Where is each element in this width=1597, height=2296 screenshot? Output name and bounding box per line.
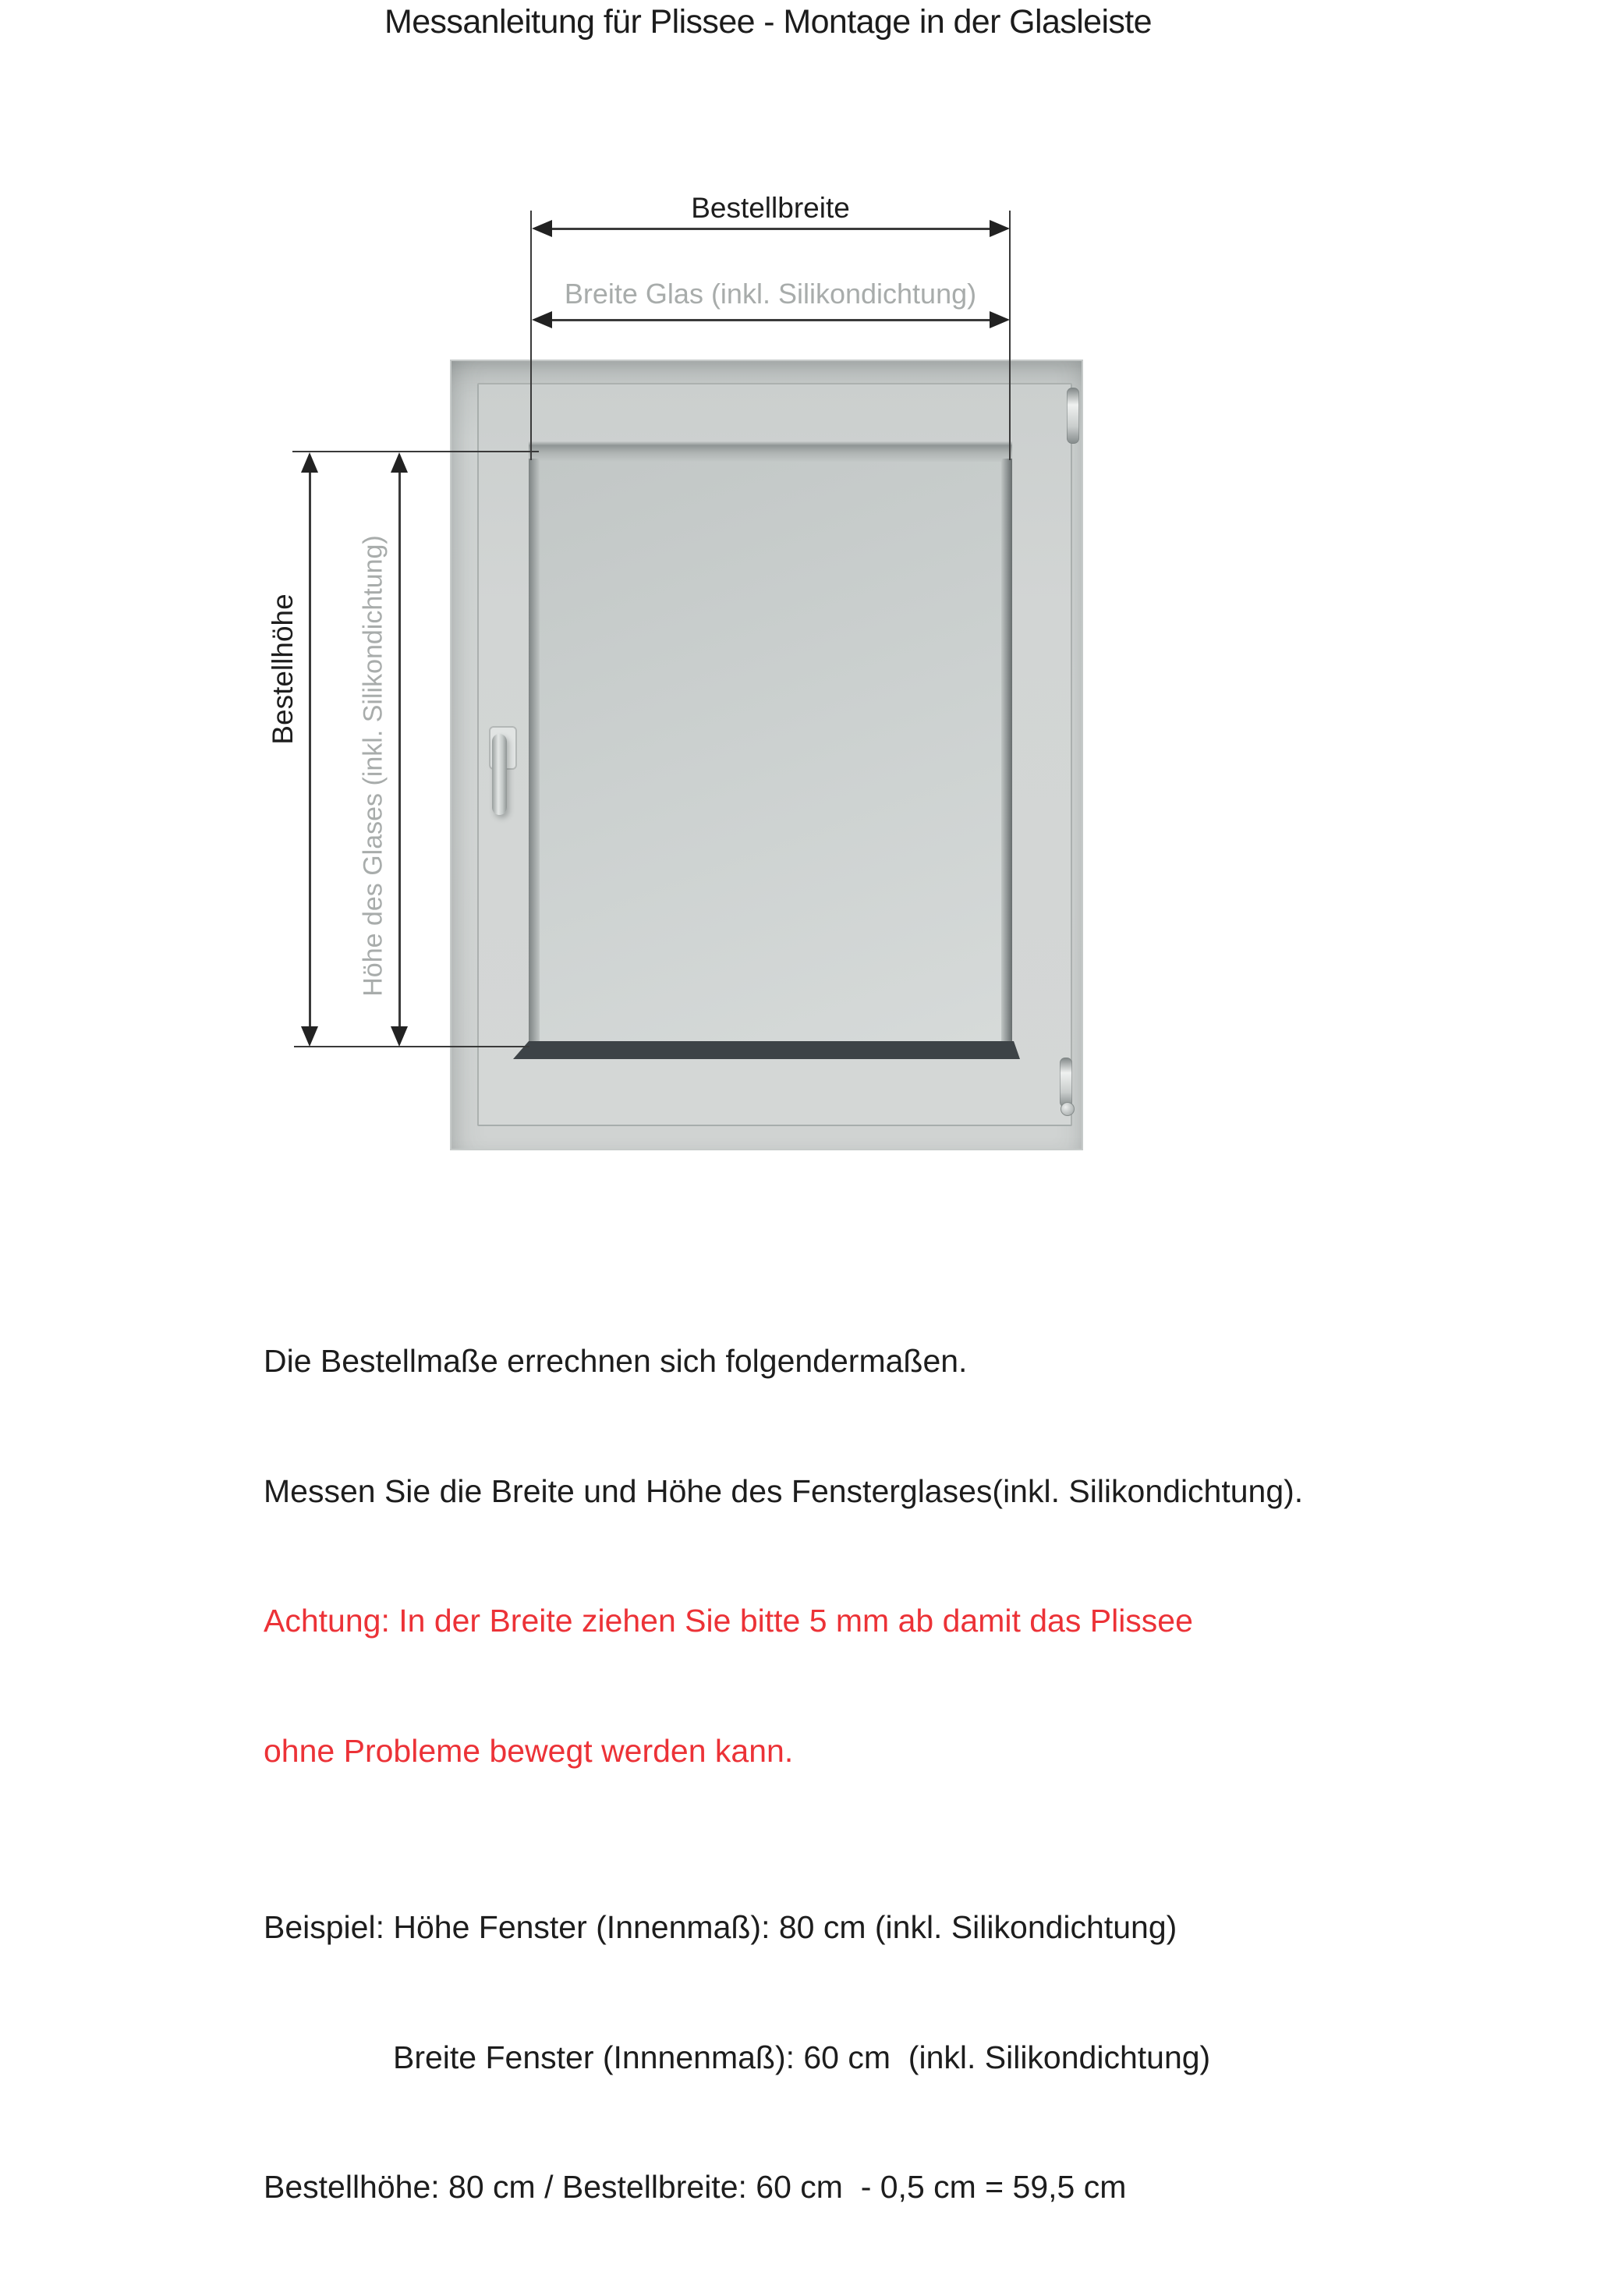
- window-handle-lever: [492, 734, 507, 815]
- glazing-bead-right: [1001, 459, 1012, 1042]
- glazing-bead-top: [529, 441, 1012, 462]
- hinge-pin: [1061, 1102, 1075, 1116]
- glazing-bead-left: [529, 459, 540, 1042]
- label-hoehe-glas: Höhe des Glases (inkl. Silikondichtung): [358, 535, 388, 997]
- arrowhead-up-icon: [391, 452, 408, 473]
- example-line: Bestellhöhe: 80 cm / Bestellbreite: 60 cm - 0,5 cm = 59,5 cm: [264, 2169, 1127, 2205]
- extension-line-top-horizontal: [292, 451, 539, 452]
- label-breite-glas: Breite Glas (inkl. Silikondichtung): [564, 278, 977, 310]
- warning-line: Achtung: In der Breite ziehen Sie bitte 5 mm ab damit das Plissee: [264, 1603, 1193, 1639]
- dimension-line-bestellbreite: [543, 228, 998, 230]
- instruction-line: Messen Sie die Breite und Höhe des Fensterglases(inkl. Silikondichtung).: [264, 1472, 1304, 1509]
- glazing-bead-bottom: [513, 1041, 1020, 1059]
- example-line: Breite Fenster (Innnenmaß): 60 cm (inkl. Silikondichtung): [393, 2039, 1211, 2075]
- dimension-line-bestellhoehe: [309, 465, 311, 1031]
- arrowhead-down-icon: [391, 1026, 408, 1047]
- hinge-top: [1067, 388, 1079, 444]
- window-frame: [450, 360, 1083, 1150]
- instruction-line: Die Bestellmaße errechnen sich folgendermaßen.: [264, 1343, 968, 1379]
- extension-line-bottom-horizontal: [294, 1046, 529, 1047]
- warning-line: ohne Probleme bewegt werden kann.: [264, 1732, 794, 1769]
- arrowhead-right-icon: [990, 311, 1010, 328]
- example-line: Beispiel: Höhe Fenster (Innenmaß): 80 cm (inkl. Silikondichtung): [264, 1909, 1177, 1945]
- glass-unit: [529, 441, 1012, 1059]
- dimension-line-hoehe-glas: [398, 465, 401, 1031]
- arrowhead-up-icon: [301, 452, 318, 473]
- glass-pane: [539, 460, 1002, 1042]
- label-bestellhoehe: Bestellhöhe: [267, 593, 299, 745]
- extension-line-left-vertical: [530, 211, 532, 460]
- page-title: Messanleitung für Plissee - Montage in der Glasleiste: [384, 3, 1152, 41]
- arrowhead-down-icon: [301, 1026, 318, 1047]
- label-bestellbreite: Bestellbreite: [691, 192, 850, 224]
- extension-line-right-vertical: [1009, 211, 1011, 460]
- instruction-text-block: [264, 1253, 1303, 2296]
- arrowhead-left-icon: [532, 311, 552, 328]
- hinge-bottom: [1060, 1058, 1072, 1107]
- dimension-line-breite-glas: [543, 319, 998, 321]
